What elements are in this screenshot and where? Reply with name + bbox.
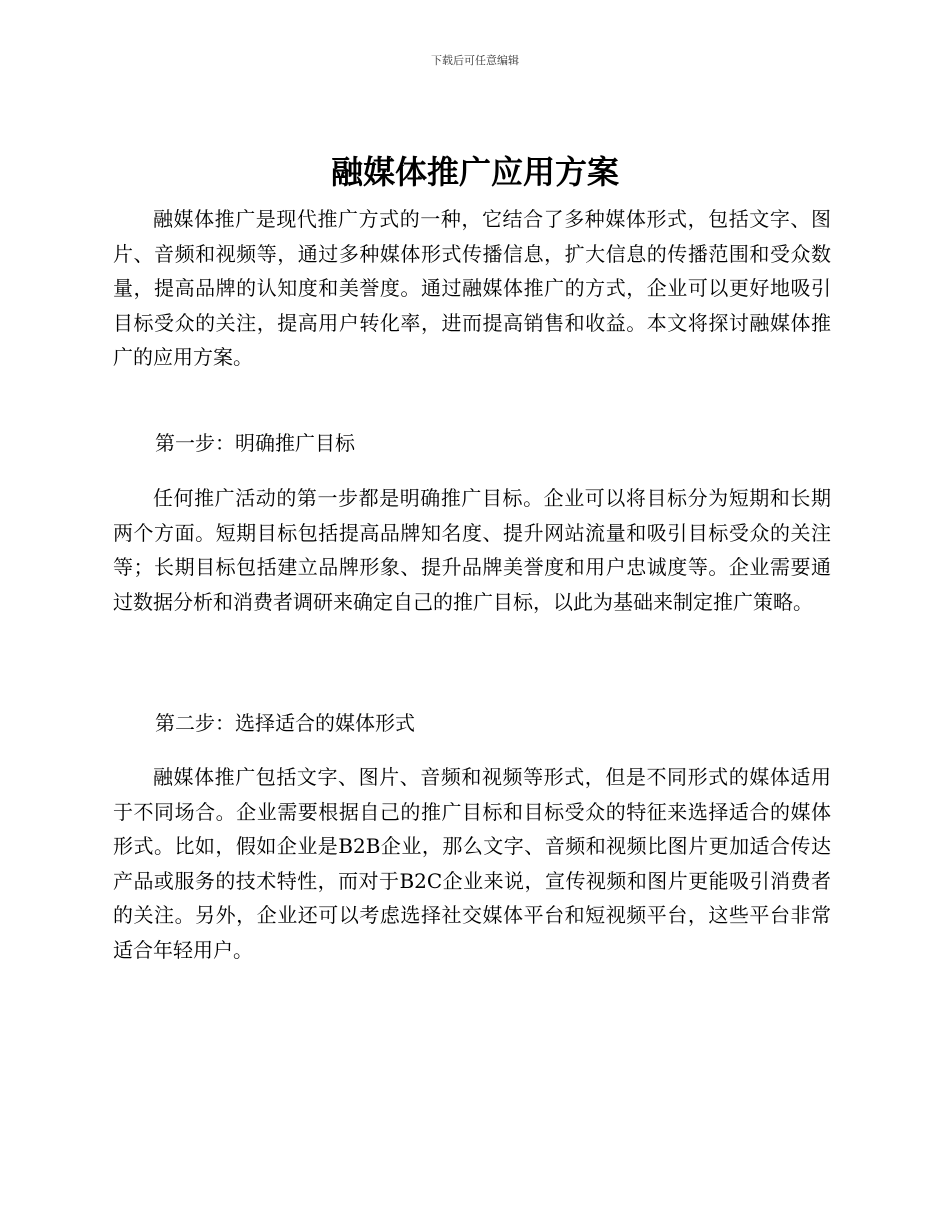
section-body-step2: 融媒体推广包括文字、图片、音频和视频等形式，但是不同形式的媒体适用于不同场合。企业需要根据自己的推广目标和目标受众的特征来选择适合的媒体形式。比如，假如企业是B2B企业，那么文字、音频和视频比图片更加适合传达产品或服务的技术特性，而对于B2C企业来说，宣传视频和图片更能吸引消费者的关注。另外，企业还可以考虑选择社交媒体平台和短视频平台，这些平台非常适合年轻用户。	[113, 765, 831, 962]
document-title: 融媒体推广应用方案	[330, 153, 619, 191]
header-note: 下载后可任意编辑	[431, 54, 519, 67]
section-heading-step1: 第一步：明确推广目标	[155, 431, 355, 455]
intro-paragraph: 融媒体推广是现代推广方式的一种，它结合了多种媒体形式，包括文字、图片、音频和视频等，通过多种媒体形式传播信息，扩大信息的传播范围和受众数量，提高品牌的认知度和美誉度。通过融媒体推广的方式，企业可以更好地吸引目标受众的关注，提高用户转化率，进而提高销售和收益。本文将探讨融媒体推广的应用方案。	[113, 207, 831, 370]
section-body-step1: 任何推广活动的第一步都是明确推广目标。企业可以将目标分为短期和长期两个方面。短期目标包括提高品牌知名度、提升网站流量和吸引目标受众的关注等；长期目标包括建立品牌形象、提升品牌美誉度和用户忠诚度等。企业需要通过数据分析和消费者调研来确定自己的推广目标，以此为基础来制定推广策略。	[113, 486, 831, 614]
section-heading-step2: 第二步：选择适合的媒体形式	[155, 711, 415, 735]
